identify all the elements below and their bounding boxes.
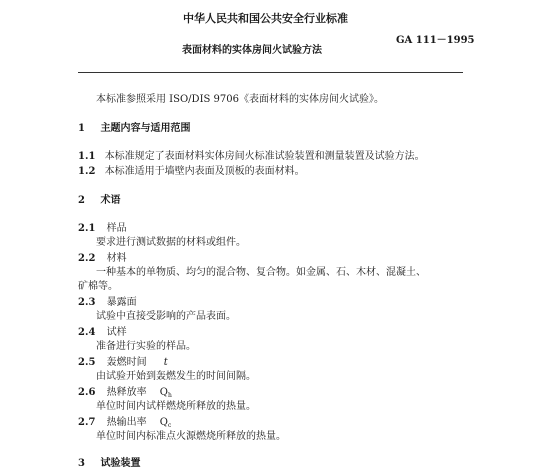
- clause-text: 本标准规定了表面材料实体房间火标准试验装置和测量装置及试验方法。: [104, 151, 425, 162]
- clause-1-1: [78, 151, 425, 163]
- clause-1-2: [78, 166, 305, 178]
- section-heading-text: 试验装置: [100, 458, 141, 469]
- term-2-1: [78, 223, 127, 235]
- term-definition: 试验中直接受影响的产品表面。: [96, 311, 236, 322]
- document-title: 表面材料的实体房间火试验方法: [182, 45, 322, 56]
- symbol-subscript: c: [167, 422, 172, 429]
- term-name: 材料: [106, 253, 127, 264]
- term-symbol: [160, 387, 172, 398]
- header-divider: [78, 72, 463, 73]
- term-2-7: [78, 417, 171, 432]
- term-symbol: t: [163, 357, 168, 368]
- term-name: 热输出率: [106, 417, 147, 428]
- intro-paragraph: 本标准参照采用 ISO/DIS 9706《表面材料的实体房间火试验》。: [96, 94, 384, 105]
- symbol-letter: Q: [159, 387, 168, 398]
- term-number: 2.3: [78, 297, 96, 308]
- term-number: 2.7: [78, 417, 96, 428]
- term-2-4: [78, 327, 127, 339]
- term-number: 2.5: [78, 357, 96, 368]
- symbol-subscript: h: [167, 392, 172, 399]
- term-2-3: [78, 297, 137, 309]
- term-number: 2.4: [78, 327, 96, 338]
- term-name: 热释放率: [106, 387, 147, 398]
- term-number: 2.1: [78, 223, 96, 234]
- term-2-2: [78, 253, 127, 265]
- standard-code: GA 111－1995: [396, 35, 475, 46]
- section-heading-text: 主题内容与适用范围: [100, 123, 191, 134]
- clause-text: 本标准适用于墙壁内表面及顶板的表面材料。: [104, 166, 305, 177]
- term-name: 暴露面: [106, 297, 137, 308]
- section-2-heading: [78, 195, 120, 207]
- section-number: 3: [78, 458, 85, 469]
- symbol-letter: Q: [159, 417, 168, 428]
- section-heading-text: 术语: [100, 195, 121, 206]
- section-1-heading: [78, 123, 190, 135]
- term-definition: 一种基本的单物质、均匀的混合物、复合物。如金属、石、木材、混凝土、: [96, 267, 426, 278]
- section-number: 2: [78, 195, 85, 206]
- clause-number: 1.1: [78, 151, 96, 162]
- term-definition: 单位时间内标准点火源燃烧所释放的热量。: [96, 431, 286, 442]
- term-definition: 要求进行测试数据的材料或组件。: [96, 237, 246, 248]
- section-3-heading: [78, 458, 140, 470]
- term-2-6: [78, 387, 172, 402]
- term-number: 2.6: [78, 387, 96, 398]
- term-2-5: [78, 357, 168, 369]
- term-definition-continued: 矿棉等。: [78, 281, 118, 292]
- term-name: 轰燃时间: [106, 357, 147, 368]
- section-number: 1: [78, 123, 85, 134]
- term-symbol: [160, 417, 172, 428]
- clause-number: 1.2: [78, 166, 96, 177]
- term-definition: 单位时间内试样燃烧所释放的热量。: [96, 401, 256, 412]
- term-name: 试样: [106, 327, 127, 338]
- term-number: 2.2: [78, 253, 96, 264]
- term-definition: 由试验开始到轰燃发生的时间间隔。: [96, 371, 256, 382]
- term-definition: 准备进行实验的样品。: [96, 341, 196, 352]
- standard-category-title: 中华人民共和国公共安全行业标准: [183, 12, 348, 25]
- term-name: 样品: [106, 223, 127, 234]
